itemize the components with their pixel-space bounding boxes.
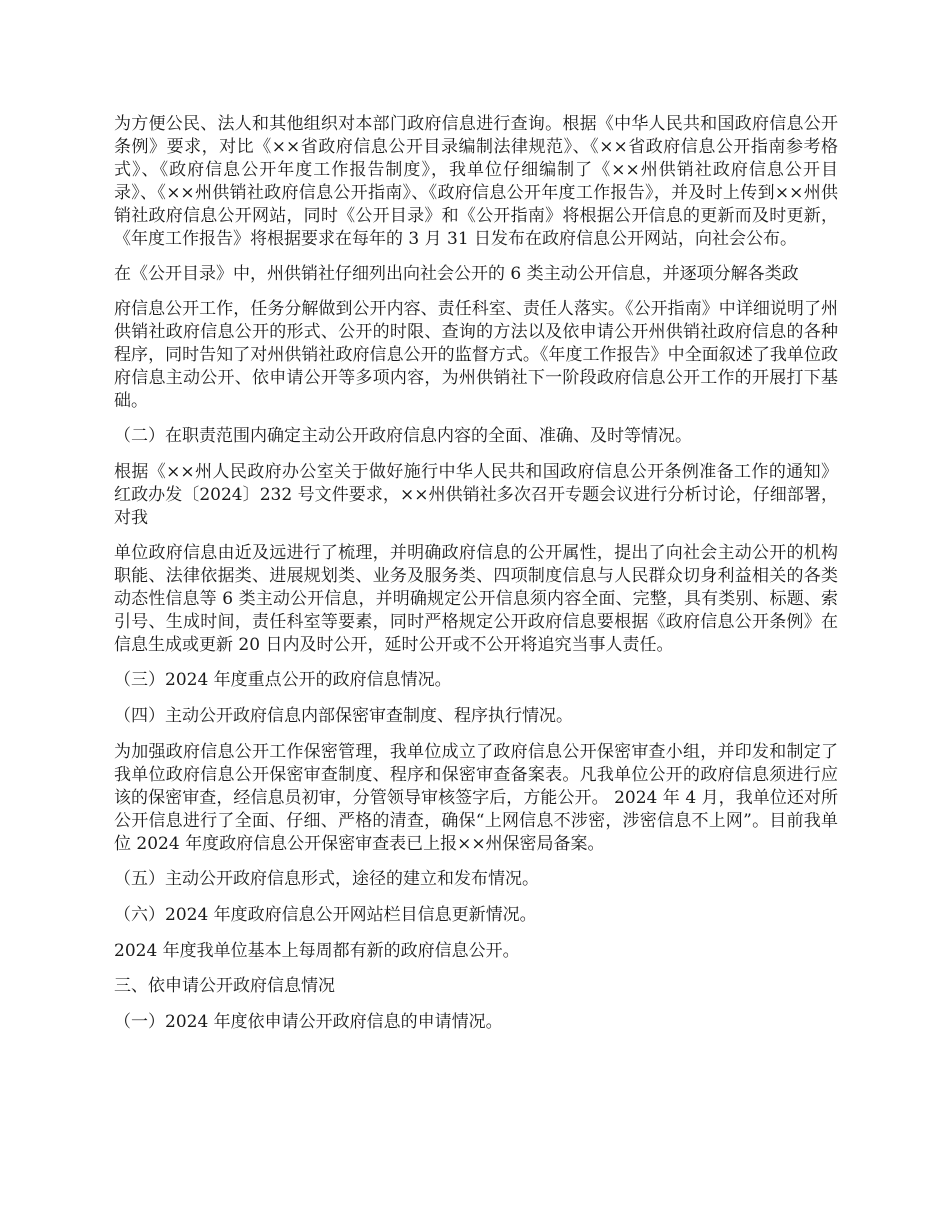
section-heading-application: （一）2024 年度依申请公开政府信息的申请情况。 xyxy=(114,1012,503,1032)
section-heading-2: （二）在职责范围内确定主动公开政府信息内容的全面、准确、及时等情况。 xyxy=(114,426,692,446)
paragraph-catalog-continued: 府信息公开工作，任务分解做到公开内容、责任科室、责任人落实。《公开指南》中详细说明了州供销社政府信息公开的形式、公开的时限、查询的方法以及依申请公开州供销社政府信息的各种程序，同时告知了对州供销社政府信息公开的监督方式。《年度工作报告》中全面叙述了我单位政府信息主动公开、依申请公开等多项内容，为州供销社下一阶段政府信息公开工作的开展打下基础。 xyxy=(114,299,838,411)
paragraph-notice-continued: 单位政府信息由近及远进行了梳理，并明确政府信息的公开属性，提出了向社会主动公开的机构职能、法律依据类、进展规划类、业务及服务类、四项制度信息与人民群众切身利益相关的各类动态性信息等 6 类主动公开信息，并明确规定公开信息须内容全面、完整，具有类别、标题、索引号、生成时间，责任科室等要素，同时严格规定公开政府信息要根据《政府信息公开条例》在信息生成或更新 20 日内及时公开，延时公开或不公开将追究当事人责任。 xyxy=(114,543,838,655)
paragraph-intro: 为方便公民、法人和其他组织对本部门政府信息进行查询。根据《中华人民共和国政府信息公开条例》要求，对比《××省政府信息公开目录编制法律规范》、《××省政府信息公开指南参考格式》、《政府信息公开年度工作报告制度》，我单位仔细编制了《××州供销社政府信息公开目录》、《××州供销社政府信息公开指南》、《政府信息公开年度工作报告》，并及时上传到××州供销社政府信息公开网站，同时《公开目录》和《公开指南》将根据公开信息的更新而及时更新，《年度工作报告》将根据要求在每年的 3 月 31 日发布在政府信息公开网站，向社会公布。 xyxy=(114,114,838,249)
section-heading-3: （三）2024 年度重点公开的政府信息情况。 xyxy=(114,670,452,690)
document-body xyxy=(114,113,838,1047)
paragraph-weekly-update: 2024 年度我单位基本上每周都有新的政府信息公开。 xyxy=(114,941,520,961)
section-heading-6: （六）2024 年度政府信息公开网站栏目信息更新情况。 xyxy=(114,905,537,925)
chapter-heading-3: 三、依申请公开政府信息情况 xyxy=(114,976,335,996)
paragraph-catalog: 在《公开目录》中，州供销社仔细列出向社会公开的 6 类主动公开信息，并逐项分解各类政 xyxy=(114,264,799,284)
section-heading-5: （五）主动公开政府信息形式，途径的建立和发布情况。 xyxy=(114,869,539,889)
section-heading-4: （四）主动公开政府信息内部保密审查制度、程序执行情况。 xyxy=(114,706,573,726)
paragraph-security-review: 为加强政府信息公开工作保密管理，我单位成立了政府信息公开保密审查小组，并印发和制定了我单位政府信息公开保密审查制度、程序和保密审查备案表。凡我单位公开的政府信息须进行应该的保密审查，经信息员初审，分管领导审核签字后，方能公开。 2024 年 4 月，我单位还对所公开信息进行了全面、仔细、严格的清查，确保“上网信息不涉密，涉密信息不上网”。目前我单位 2024 年度政府信息公开保密审查表已上报××州保密局备案。 xyxy=(114,742,838,854)
paragraph-notice: 根据《××州人民政府办公室关于做好施行中华人民共和国政府信息公开条例准备工作的通知》红政办发〔2024〕232 号文件要求，××州供销社多次召开专题会议进行分析讨论，仔细部署，对我 xyxy=(114,462,838,528)
